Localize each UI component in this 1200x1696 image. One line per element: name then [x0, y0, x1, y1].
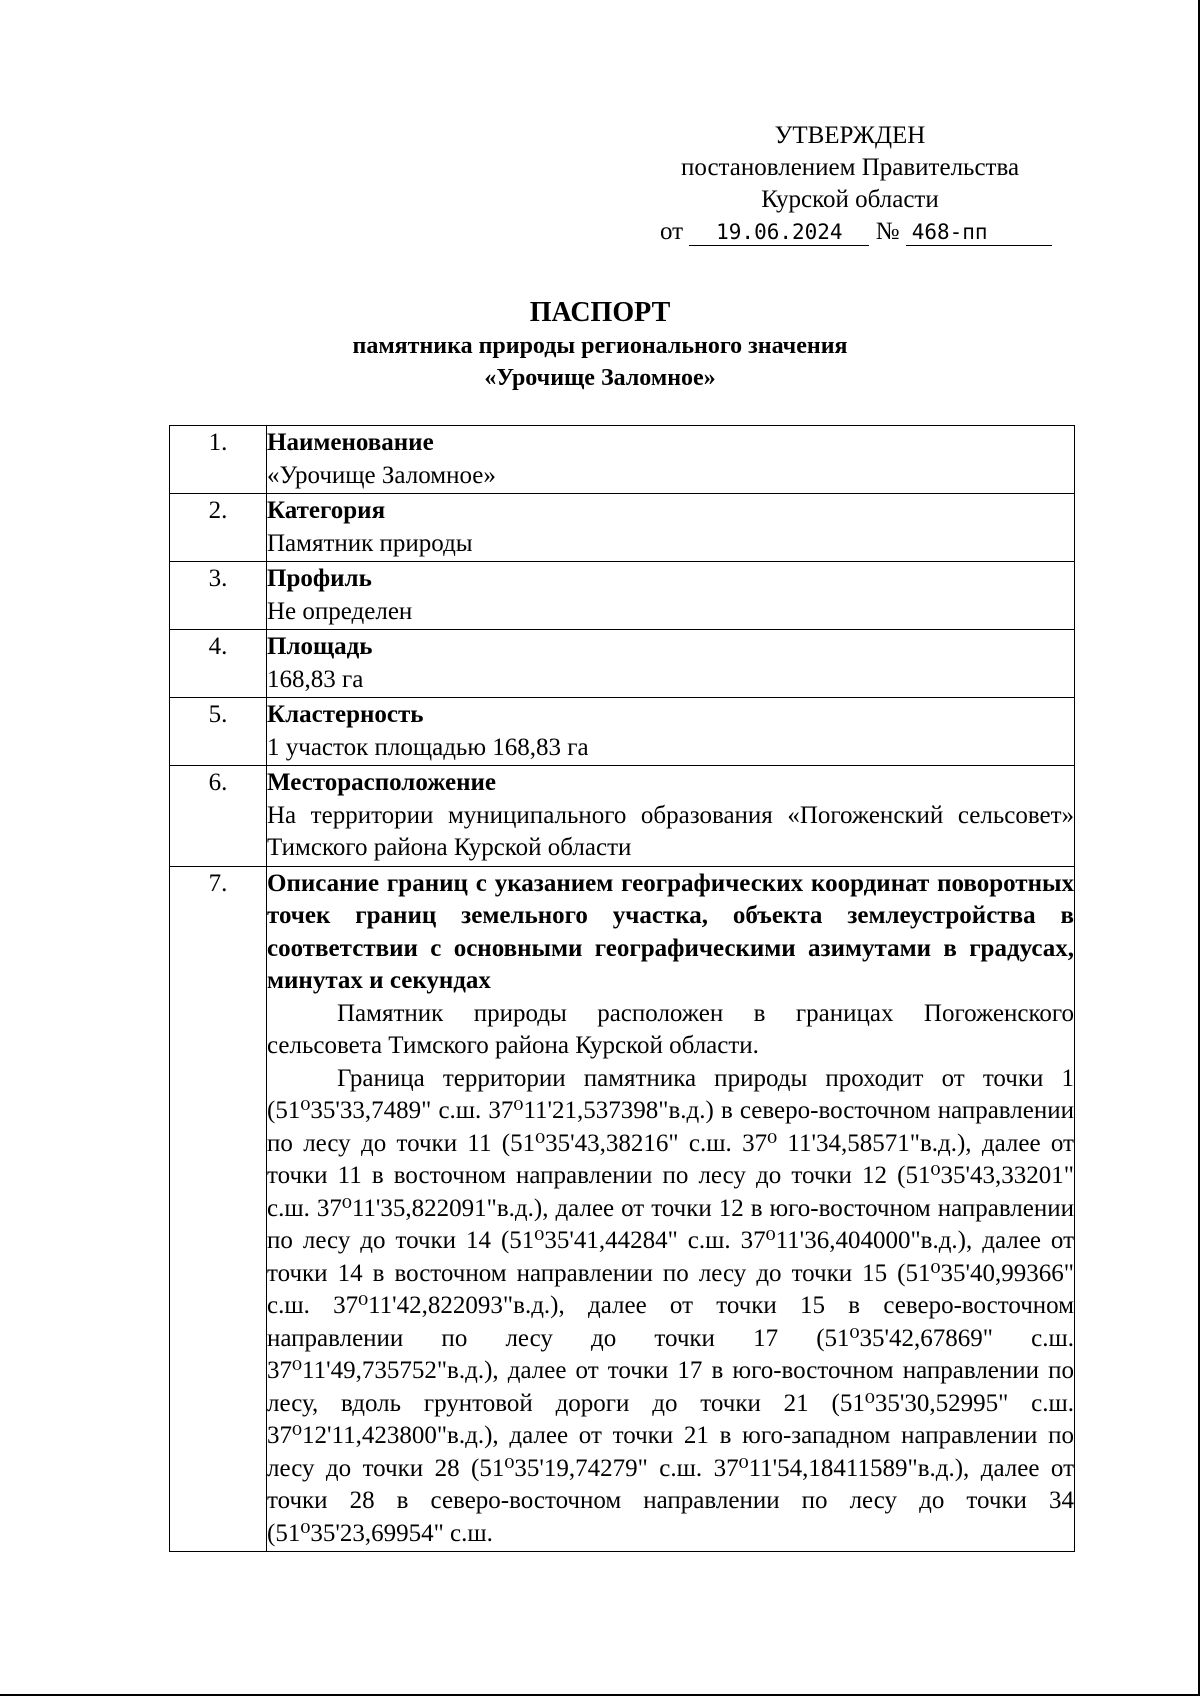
row-heading: Наименование [267, 429, 434, 456]
approval-date-number-line [600, 216, 1100, 248]
row-number: 1. [170, 426, 267, 494]
row-heading: Месторасположение [267, 769, 496, 796]
row-content [267, 866, 1075, 1552]
from-label: от [660, 218, 684, 245]
document-subtitle: памятника природы регионального значения [352, 333, 848, 359]
approval-line-region: Курской области [761, 186, 939, 213]
row-content [267, 426, 1075, 494]
row-heading: Кластерность [267, 701, 424, 728]
row-content [267, 766, 1075, 867]
decree-date: 19.06.2024 [689, 219, 869, 246]
approval-block [600, 120, 1100, 248]
row-value: 1 участок площадью 168,83 га [267, 733, 589, 761]
table-row [170, 562, 1075, 630]
number-label: № [875, 218, 900, 245]
table-row [170, 698, 1075, 766]
table-row [170, 866, 1075, 1552]
row-number: 2. [170, 494, 267, 562]
row-content [267, 698, 1075, 766]
row-value: «Урочище Заломное» [267, 461, 496, 489]
row-content [267, 562, 1075, 630]
table-row [170, 630, 1075, 698]
row-content [267, 630, 1075, 698]
monument-name-title: «Урочище Заломное» [484, 365, 716, 391]
decree-number: 468-пп [906, 219, 1052, 246]
approval-title: УТВЕРЖДЕН [774, 122, 926, 149]
row-heading: Площадь [267, 633, 373, 660]
passport-table [169, 425, 1075, 1552]
row-value: Не определен [267, 597, 413, 625]
row-number: 3. [170, 562, 267, 630]
document-title: ПАСПОРТ [529, 297, 671, 328]
row-number: 5. [170, 698, 267, 766]
row-number: 6. [170, 766, 267, 867]
row-heading: Описание границ с указанием географических координат поворотных точек границ земельного участка, объекта землеустройства в соответствии с основными географическими азимутами в градусах, минутах и секундах [267, 869, 1074, 994]
row-heading: Профиль [267, 565, 372, 592]
approval-line-decree: постановлением Правительства [680, 154, 1020, 181]
table-row [170, 426, 1075, 494]
table-row [170, 494, 1075, 562]
row-value: Памятник природы [267, 529, 473, 557]
row-number: 4. [170, 630, 267, 698]
document-title-block [0, 296, 1200, 394]
boundary-paragraph-location: Памятник природы расположен в границах Погоженского сельсовета Тимского района Курской области. [267, 999, 1074, 1059]
row-value: 168,83 га [267, 665, 364, 693]
row-value: На территории муниципального образования «Погоженский сельсовет» Тимского района Курской области [267, 801, 1074, 861]
boundary-paragraph-description: Граница территории памятника природы проходит от точки 1 (51⁰35'33,7489" с.ш. 37⁰11'21,537398"в.д.) в северо-восточном направлении по лесу до точки 11 (51⁰35'43,38216" с.ш. 37⁰ 11'34,58571"в.д.), далее от точки 11 в восточном направлении по лесу до точки 12 (51⁰35'43,33201" с.ш. 37⁰11'35,822091"в.д.), далее от точки 12 в юго-восточном направлении по лесу до точки 14 (51⁰35'41,44284" с.ш. 37⁰11'36,404000"в.д.), далее от точки 14 в восточном направлении по лесу до точки 15 (51⁰35'40,99366" с.ш. 37⁰11'42,822093"в.д.), далее от точки 15 в северо-восточном направлении по лесу до точки 17 (51⁰35'42,67869" с.ш. 37⁰11'49,735752"в.д.), далее от точки 17 в юго-восточном направлении по лесу, вдоль грунтовой дороги до точки 21 (51⁰35'30,52995" с.ш. 37⁰12'11,423800"в.д.), далее от точки 21 в юго-западном направлении по лесу до точки 28 (51⁰35'19,74279" с.ш. 37⁰11'54,18411589"в.д.), далее от точки 28 в северо-восточном направлении по лесу до точки 34 (51⁰35'23,69954" с.ш. [267, 1064, 1074, 1547]
row-heading: Категория [267, 497, 386, 524]
table-row [170, 766, 1075, 867]
row-number: 7. [170, 866, 267, 1552]
row-content [267, 494, 1075, 562]
